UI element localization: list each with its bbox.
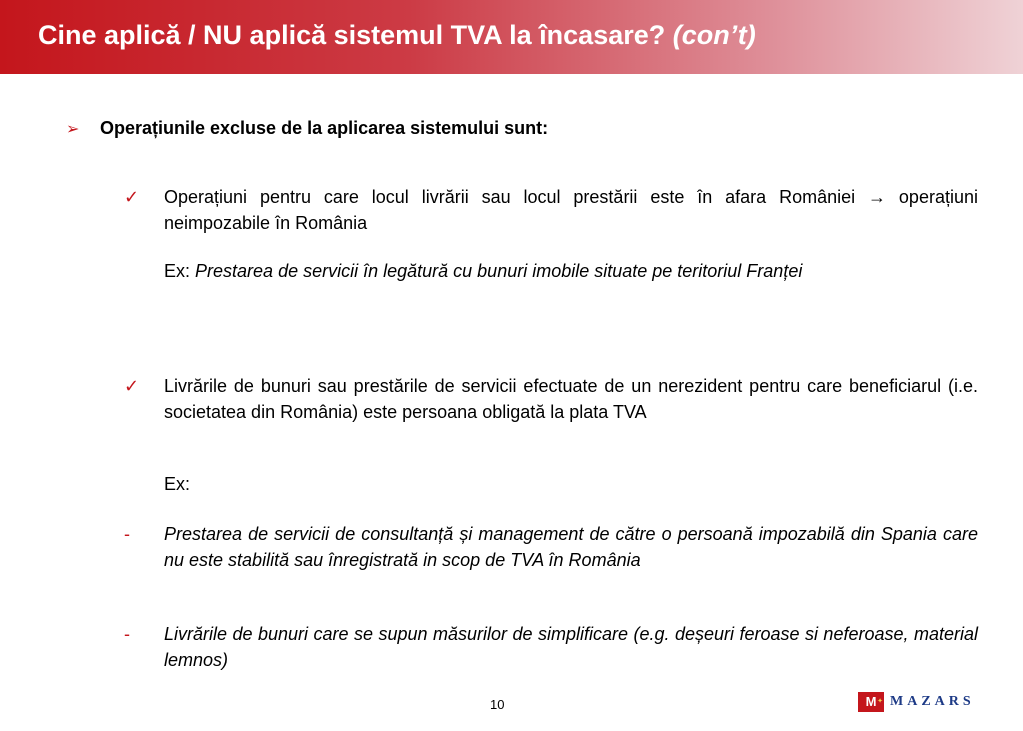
example-1-body bbox=[164, 258, 978, 284]
right-arrow-icon: → bbox=[868, 187, 887, 207]
checkmark-icon: ✓ bbox=[124, 187, 140, 207]
logo-mark bbox=[858, 692, 884, 712]
title-bar bbox=[0, 0, 1023, 74]
check-item-2 bbox=[124, 373, 978, 425]
check-item-2-text: Livrările de bunuri sau prestările de servicii efectuate de un nerezident pentru care beneficiarul (i.e. societatea din România) este persoana obligată la plata TVA bbox=[164, 376, 978, 422]
slide-title-suffix: (con’t) bbox=[672, 20, 756, 50]
check-item-1-body bbox=[164, 184, 978, 236]
checkmark-icon: ✓ bbox=[124, 376, 140, 396]
arrow-bullet-icon: ➢ bbox=[66, 121, 80, 138]
dash-item-1 bbox=[124, 521, 978, 573]
logo-wordmark: MAZARS bbox=[890, 694, 975, 709]
logo-letter: M bbox=[865, 694, 877, 709]
dash-item-2 bbox=[124, 621, 978, 673]
dash-bullet: - bbox=[124, 624, 130, 644]
slide-title-text: Cine aplică / NU aplică sistemul TVA la încasare? bbox=[38, 20, 666, 50]
check-item-1 bbox=[124, 184, 978, 236]
mazars-logo bbox=[858, 692, 984, 714]
section-heading-text: Operațiunile excluse de la aplicarea sistemului sunt: bbox=[100, 118, 549, 138]
example-2-prefix: Ex: bbox=[164, 474, 191, 494]
logo-stars-icon: ✦ bbox=[877, 698, 883, 705]
dash-bullet: - bbox=[124, 524, 130, 544]
page-number: 10 bbox=[490, 697, 505, 712]
dash-item-2-text: Livrările de bunuri care se supun măsurilor de simplificare (e.g. deșeuri feroase si neferoase, material lemnos) bbox=[164, 624, 978, 670]
dash-item-1-text: Prestarea de servicii de consultanță și management de către o persoană impozabilă din Spania care nu este stabilită sau înregistrată in scop de TVA în România bbox=[164, 524, 978, 570]
check-item-1-text-cont: operațiuni neimpozabile în România bbox=[164, 187, 978, 233]
example-1-text: Prestarea de servicii în legătură cu bunuri imobile situate pe teritoriul Franței bbox=[195, 261, 803, 281]
example-1-prefix: Ex: bbox=[164, 261, 191, 281]
check-item-1-text: Operațiuni pentru care locul livrării sau locul prestării este în afara României bbox=[164, 187, 856, 207]
example-2 bbox=[124, 471, 978, 497]
slide-title bbox=[38, 20, 756, 51]
example-1 bbox=[124, 258, 978, 284]
